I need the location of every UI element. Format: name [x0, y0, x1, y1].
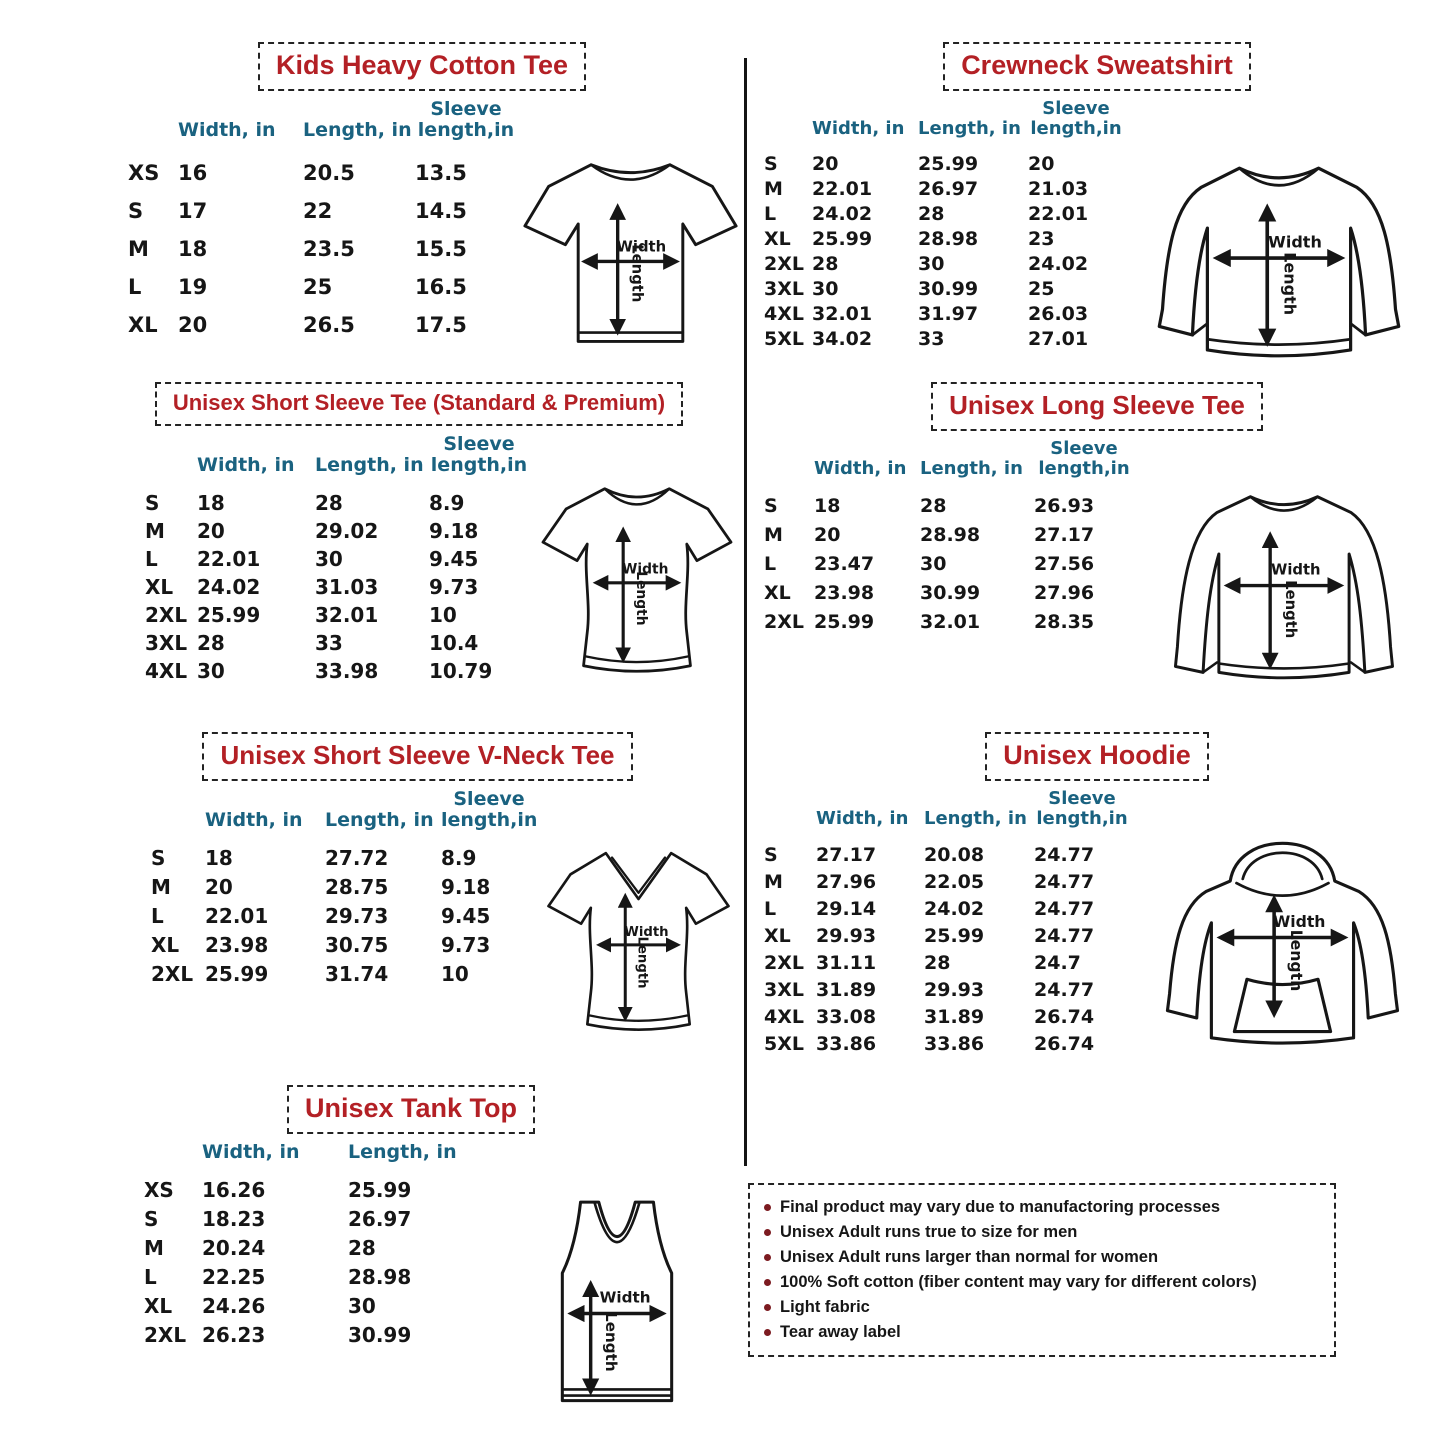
value-cell: 30 [197, 658, 225, 683]
value-cell: 24.77 [1034, 924, 1095, 947]
value-cell: 20.24 [202, 1235, 266, 1260]
value-cell: 22 [303, 198, 333, 223]
value-cell: 29.73 [325, 904, 389, 929]
note-text: Final product may vary due to manufactoring processes [780, 1198, 1221, 1216]
column-header: Length, in [348, 1141, 457, 1163]
value-cell: 31.11 [816, 951, 877, 974]
size-label: XL [145, 574, 174, 599]
note-item [764, 1320, 1320, 1345]
size-label: 2XL [144, 1322, 187, 1347]
size-label: 4XL [764, 302, 804, 325]
note-text: Unisex Adult runs true to size for men [780, 1223, 1078, 1241]
value-cell: 31.74 [325, 962, 389, 987]
column-divider [744, 58, 747, 1166]
value-cell: 22.01 [1028, 202, 1089, 225]
value-cell: 24.77 [1034, 870, 1095, 893]
length-label: Length [1281, 580, 1299, 639]
size-label: L [144, 1264, 157, 1289]
column-header: Length, in [924, 808, 1027, 830]
value-cell: 17 [178, 198, 208, 223]
value-cell: 22.25 [202, 1264, 266, 1289]
value-cell: 28.35 [1034, 610, 1095, 633]
value-cell: 27.01 [1028, 327, 1089, 350]
value-cell: 18 [197, 490, 225, 515]
column-header: Width, in [814, 458, 907, 480]
value-cell: 28.75 [325, 875, 389, 900]
value-cell: 23.47 [814, 552, 875, 575]
value-cell: 17.5 [415, 312, 467, 337]
value-cell: 26.97 [918, 177, 979, 200]
value-cell: 20.08 [924, 843, 985, 866]
size-label: 4XL [764, 1005, 804, 1028]
value-cell: 24.02 [812, 202, 873, 225]
section-crewneck-sweatshirt [752, 42, 1442, 379]
value-cell: 24.02 [197, 574, 261, 599]
section-unisex-long-sleeve-tee [752, 382, 1442, 706]
size-label: M [764, 523, 783, 546]
value-cell: 10 [441, 962, 469, 987]
value-cell: 30 [348, 1293, 376, 1318]
note-item [764, 1295, 1320, 1320]
size-label: M [145, 518, 165, 543]
value-cell: 32.01 [315, 602, 379, 627]
value-cell: 25.99 [812, 227, 873, 250]
value-cell: 28 [315, 490, 343, 515]
section-title: Kids Heavy Cotton Tee [258, 42, 586, 91]
size-table [100, 1142, 470, 1349]
column-header: Length, in [325, 809, 434, 832]
size-label: S [151, 846, 166, 871]
width-label: Width [1268, 232, 1322, 252]
note-item [764, 1220, 1320, 1245]
value-cell: 24.77 [1034, 978, 1095, 1001]
value-cell: 30 [918, 252, 945, 275]
tank-top-illustration [536, 1190, 698, 1423]
note-text: Tear away label [780, 1323, 901, 1341]
size-label: XL [128, 312, 158, 337]
bullet-dot [764, 1304, 771, 1311]
value-cell: 25.99 [918, 152, 979, 175]
value-cell: 31.89 [816, 978, 877, 1001]
column-header: Sleeve length,in [417, 98, 515, 142]
header-spacer [764, 139, 812, 151]
width-label: Width [616, 238, 667, 256]
section-unisex-short-sleeve-tee [95, 382, 743, 686]
column-header: Width, in [812, 118, 905, 140]
note-item [764, 1270, 1320, 1295]
value-cell: 33.98 [315, 658, 379, 683]
value-cell: 23.98 [205, 933, 269, 958]
notes-list [764, 1195, 1320, 1345]
bullet-dot [764, 1329, 771, 1336]
width-label: Width [599, 1288, 651, 1307]
value-cell: 33 [315, 630, 343, 655]
value-cell: 24.02 [1028, 252, 1089, 275]
value-cell: 26.74 [1034, 1032, 1095, 1055]
width-label: Width [624, 925, 669, 941]
column-header: Width, in [202, 1141, 300, 1163]
value-cell: 24.02 [924, 897, 985, 920]
value-cell: 24.7 [1034, 951, 1081, 974]
size-label: 3XL [764, 277, 804, 300]
length-label: Length [634, 936, 650, 989]
value-cell: 28 [918, 202, 945, 225]
section-title: Unisex Tank Top [287, 1085, 535, 1134]
note-text: Unisex Adult runs larger than normal for women [780, 1248, 1159, 1266]
value-cell: 14.5 [415, 198, 467, 223]
length-label: Length [601, 1312, 620, 1372]
notes-box [748, 1183, 1336, 1357]
section-title: Unisex Hoodie [985, 732, 1209, 781]
value-cell: 26.5 [303, 312, 355, 337]
length-label: Length [628, 244, 646, 303]
value-cell: 31.97 [918, 302, 979, 325]
size-label: 3XL [764, 978, 804, 1001]
value-cell: 28.98 [918, 227, 979, 250]
width-label: Width [1272, 912, 1326, 932]
value-cell: 25.99 [205, 962, 269, 987]
column-header: Width, in [816, 808, 909, 830]
column-header: Width, in [205, 809, 303, 832]
bullet-dot [764, 1279, 771, 1286]
value-cell: 9.18 [429, 518, 479, 543]
header-spacer [151, 832, 205, 844]
value-cell: 23.5 [303, 236, 355, 261]
value-cell: 27.96 [816, 870, 877, 893]
size-table [95, 789, 537, 989]
value-cell: 13.5 [415, 160, 467, 185]
bullet-dot [764, 1254, 771, 1261]
value-cell: 19 [178, 274, 208, 299]
section-title: Unisex Short Sleeve Tee (Standard & Premium) [155, 382, 683, 426]
value-cell: 25.99 [197, 602, 261, 627]
bullet-dot [764, 1204, 771, 1211]
size-table [752, 439, 1134, 636]
size-label: L [764, 897, 777, 920]
value-cell: 8.9 [429, 490, 465, 515]
note-text: Light fabric [780, 1298, 870, 1316]
value-cell: 20 [205, 875, 233, 900]
note-item [764, 1245, 1320, 1270]
value-cell: 28 [812, 252, 839, 275]
value-cell: 30.75 [325, 933, 389, 958]
value-cell: 10.4 [429, 630, 479, 655]
value-cell: 31.03 [315, 574, 379, 599]
value-cell: 33.86 [816, 1032, 877, 1055]
value-cell: 29.14 [816, 897, 877, 920]
section-unisex-tank-top [100, 1085, 722, 1423]
value-cell: 10.79 [429, 658, 493, 683]
value-cell: 28 [920, 494, 947, 517]
column-header: Sleeve length,in [1036, 788, 1128, 830]
value-cell: 22.01 [205, 904, 269, 929]
note-item [764, 1195, 1320, 1220]
size-table [100, 99, 517, 344]
size-label: XL [764, 924, 791, 947]
value-cell: 30 [920, 552, 947, 575]
section-unisex-hoodie [752, 732, 1442, 1081]
value-cell: 9.18 [441, 875, 491, 900]
value-cell: 21.03 [1028, 177, 1089, 200]
value-cell: 29.02 [315, 518, 379, 543]
size-label: XL [144, 1293, 173, 1318]
value-cell: 20 [812, 152, 839, 175]
value-cell: 24.77 [1034, 897, 1095, 920]
size-label: XS [128, 160, 160, 185]
value-cell: 15.5 [415, 236, 467, 261]
width-label: Width [1271, 561, 1321, 579]
vneck-tee-illustration [537, 839, 740, 1046]
value-cell: 20 [814, 523, 841, 546]
header-spacer [145, 477, 197, 489]
value-cell: 27.17 [816, 843, 877, 866]
value-cell: 8.9 [441, 846, 477, 871]
value-cell: 28 [924, 951, 951, 974]
column-header: Sleeve length,in [1030, 98, 1122, 140]
column-header: Width, in [178, 119, 276, 142]
fitted-tee-illustration [531, 474, 743, 686]
value-cell: 31.89 [924, 1005, 985, 1028]
size-label: S [764, 494, 778, 517]
size-table [95, 434, 529, 685]
value-cell: 30.99 [920, 581, 981, 604]
size-label: 2XL [145, 602, 188, 627]
size-label: M [144, 1235, 164, 1260]
size-label: XL [151, 933, 180, 958]
column-header: Length, in [918, 118, 1021, 140]
value-cell: 30 [812, 277, 839, 300]
value-cell: 18 [814, 494, 841, 517]
size-label: L [764, 202, 777, 225]
column-header: Sleeve length,in [441, 788, 538, 832]
size-label: 4XL [145, 658, 188, 683]
value-cell: 33 [918, 327, 945, 350]
size-label: M [128, 236, 149, 261]
value-cell: 20 [178, 312, 208, 337]
size-table [752, 99, 1124, 351]
value-cell: 9.73 [429, 574, 479, 599]
value-cell: 25 [303, 274, 333, 299]
value-cell: 27.17 [1034, 523, 1095, 546]
value-cell: 26.93 [1034, 494, 1095, 517]
size-label: S [764, 152, 778, 175]
header-spacer [128, 142, 178, 154]
length-label: Length [633, 571, 649, 626]
size-label: M [764, 870, 783, 893]
value-cell: 18 [178, 236, 208, 261]
value-cell: 10 [429, 602, 457, 627]
size-label: 5XL [764, 1032, 804, 1055]
value-cell: 25 [1028, 277, 1055, 300]
value-cell: 22.01 [197, 546, 261, 571]
size-label: XL [764, 581, 791, 604]
value-cell: 24.77 [1034, 843, 1095, 866]
value-cell: 27.96 [1034, 581, 1095, 604]
column-header: Width, in [197, 454, 295, 477]
value-cell: 24.26 [202, 1293, 266, 1318]
size-table [752, 789, 1130, 1057]
value-cell: 9.45 [441, 904, 491, 929]
value-cell: 33.86 [924, 1032, 985, 1055]
column-header: Length, in [315, 454, 424, 477]
size-label: L [128, 274, 142, 299]
value-cell: 23.98 [814, 581, 875, 604]
header-spacer [144, 1163, 202, 1175]
column-header: Sleeve length,in [430, 433, 528, 477]
value-cell: 23 [1028, 227, 1055, 250]
section-kids-heavy-cotton-tee [100, 42, 744, 354]
size-label: L [764, 552, 777, 575]
value-cell: 20.5 [303, 160, 355, 185]
size-label: 5XL [764, 327, 804, 350]
column-header: Length, in [303, 119, 412, 142]
value-cell: 32.01 [920, 610, 981, 633]
size-label: 2XL [764, 610, 804, 633]
value-cell: 27.56 [1034, 552, 1095, 575]
value-cell: 9.73 [441, 933, 491, 958]
value-cell: 29.93 [924, 978, 985, 1001]
size-label: S [144, 1206, 159, 1231]
value-cell: 16.26 [202, 1177, 266, 1202]
value-cell: 33.08 [816, 1005, 877, 1028]
value-cell: 34.02 [812, 327, 873, 350]
value-cell: 30.99 [918, 277, 979, 300]
value-cell: 16.5 [415, 274, 467, 299]
size-label: 2XL [764, 951, 804, 974]
value-cell: 16 [178, 160, 208, 185]
header-spacer [764, 479, 814, 491]
value-cell: 30.99 [348, 1322, 412, 1347]
section-title: Unisex Short Sleeve V-Neck Tee [202, 732, 632, 781]
sweatshirt-illustration [1124, 149, 1434, 379]
size-label: 2XL [764, 252, 804, 275]
column-header: Sleeve length,in [1038, 438, 1130, 480]
value-cell: 28 [348, 1235, 376, 1260]
section-title: Crewneck Sweatshirt [943, 42, 1251, 91]
header-spacer [764, 829, 816, 841]
length-label: Length [1280, 252, 1300, 316]
value-cell: 28.98 [348, 1264, 412, 1289]
value-cell: 25.99 [924, 924, 985, 947]
value-cell: 20 [1028, 152, 1055, 175]
size-label: L [145, 546, 158, 571]
value-cell: 18 [205, 846, 233, 871]
size-label: S [764, 843, 778, 866]
long-sleeve-tee-illustration [1134, 479, 1430, 706]
size-label: L [151, 904, 164, 929]
value-cell: 32.01 [812, 302, 873, 325]
value-cell: 28 [197, 630, 225, 655]
size-label: 2XL [151, 962, 194, 987]
section-title: Unisex Long Sleeve Tee [931, 382, 1263, 431]
value-cell: 26.97 [348, 1206, 412, 1231]
value-cell: 29.93 [816, 924, 877, 947]
bullet-dot [764, 1229, 771, 1236]
value-cell: 9.45 [429, 546, 479, 571]
size-label: XL [764, 227, 791, 250]
value-cell: 25.99 [814, 610, 875, 633]
value-cell: 22.05 [924, 870, 985, 893]
value-cell: 30 [315, 546, 343, 571]
value-cell: 28.98 [920, 523, 981, 546]
size-label: S [128, 198, 144, 223]
value-cell: 26.74 [1034, 1005, 1095, 1028]
width-label: Width [622, 561, 669, 578]
value-cell: 18.23 [202, 1206, 266, 1231]
length-label: Length [1286, 929, 1306, 992]
value-cell: 20 [197, 518, 225, 543]
size-label: S [145, 490, 160, 515]
column-header: Length, in [920, 458, 1023, 480]
size-label: M [764, 177, 783, 200]
value-cell: 22.01 [812, 177, 873, 200]
section-unisex-vneck-tee [95, 732, 740, 1046]
size-label: XS [144, 1177, 174, 1202]
hoodie-illustration [1134, 835, 1432, 1081]
note-text: 100% Soft cotton (fiber content may vary for different colors) [780, 1273, 1257, 1291]
size-label: M [151, 875, 171, 900]
value-cell: 26.23 [202, 1322, 266, 1347]
value-cell: 26.03 [1028, 302, 1089, 325]
tshirt-illustration [517, 147, 744, 354]
value-cell: 25.99 [348, 1177, 412, 1202]
value-cell: 27.72 [325, 846, 389, 871]
size-label: 3XL [145, 630, 188, 655]
